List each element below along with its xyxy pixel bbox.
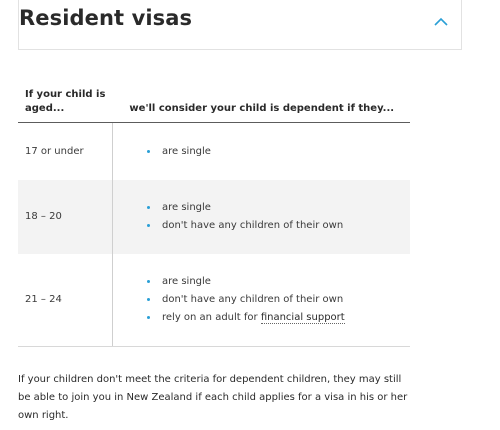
table-row (18, 123, 410, 181)
list-item: don't have any children of their own (147, 293, 409, 307)
criteria-cell (113, 180, 411, 254)
accordion-title: Resident visas (19, 6, 193, 30)
age-column-header: If your child is aged... (18, 82, 113, 123)
age-cell: 21 – 24 (18, 254, 113, 347)
bullet-icon (147, 206, 150, 209)
age-cell: 17 or under (18, 123, 113, 181)
list-item: are single (147, 145, 409, 159)
bullet-icon (147, 150, 150, 153)
bullet-icon (147, 280, 150, 283)
eligibility-note: If your children don't meet the criteria for dependent children, they may still be able to join you in New Zealand if each child applies for a visa in his or her own right. (18, 374, 408, 421)
financial-support-link[interactable]: financial support (260, 312, 345, 323)
table-row (18, 180, 410, 254)
criteria-column-header: we'll consider your child is dependent if they... (113, 82, 411, 123)
list-item: don't have any children of their own (147, 219, 409, 233)
criteria-cell (113, 123, 411, 181)
dependent-criteria-table (18, 82, 410, 347)
resident-visas-accordion[interactable] (18, 0, 462, 50)
list-item: are single (147, 275, 409, 289)
table-row (18, 254, 410, 347)
chevron-up-icon[interactable] (431, 12, 451, 32)
bullet-icon (147, 316, 150, 319)
criteria-cell (113, 254, 411, 347)
age-cell: 18 – 20 (18, 180, 113, 254)
table-header-row (18, 82, 410, 123)
list-item: are single (147, 201, 409, 215)
bullet-icon (147, 224, 150, 227)
list-item: rely on an adult for financial support (147, 311, 409, 325)
bullet-icon (147, 298, 150, 301)
